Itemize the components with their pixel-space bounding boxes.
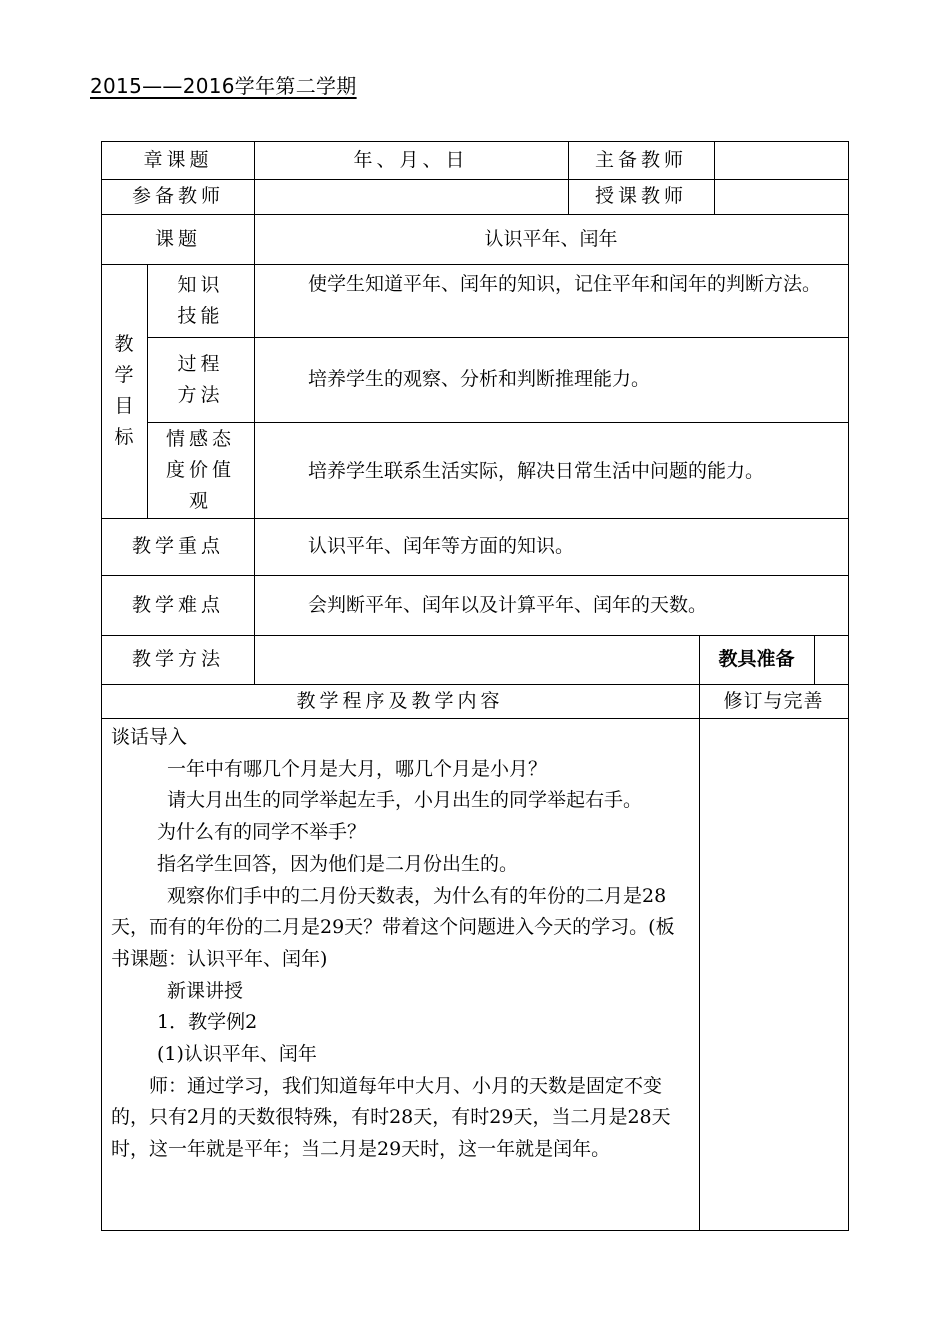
chapter-label: 章课题 xyxy=(143,148,213,171)
goal-knowledge-text: 使学生知道平年、闰年的知识，记住平年和闰年的判断方法。 xyxy=(308,273,822,295)
difficulty-label: 教学难点 xyxy=(131,593,224,616)
co-teacher-value xyxy=(254,179,568,214)
procedure-header: 教学程序及教学内容 xyxy=(296,689,504,712)
difficulty-value: 会判断平年、闰年以及计算平年、闰年的天数。 xyxy=(308,594,708,616)
lesson-paragraph: 指名学生回答，因为他们是二月份出生的。 xyxy=(157,852,519,875)
goal-emotion-text: 培养学生联系生活实际，解决日常生活中问题的能力。 xyxy=(308,460,765,482)
method-value xyxy=(254,635,699,684)
chapter-value: 年、月、日 xyxy=(353,148,469,171)
lesson-paragraph: 谈话导入 xyxy=(111,726,188,748)
goal-process-label: 过程方法 xyxy=(177,352,224,406)
goal-emotion-label: 情感态度价值观 xyxy=(165,427,235,512)
goals-label: 教学目标 xyxy=(114,333,134,448)
lesson-paragraph: 观察你们手中的二月份天数表，为什么有的年份的二月是28天，而有的年份的二月是29天？带着这个问题进入今天的学习。(板书课题：认识平年、闰年) xyxy=(111,884,675,970)
tools-value xyxy=(814,635,848,684)
tools-label: 教具准备 xyxy=(718,648,795,670)
co-teacher-label: 参备教师 xyxy=(131,185,224,207)
revision-content xyxy=(699,720,848,1230)
key-point-label: 教学重点 xyxy=(131,535,224,557)
revision-header: 修订与完善 xyxy=(723,689,824,712)
lesson-paragraph: 新课讲授 xyxy=(167,979,244,1002)
semester-title: 2015——2016学年第二学期 xyxy=(90,74,357,98)
lesson-paragraph: (1)认识平年、闰年 xyxy=(157,1043,317,1066)
topic-value: 认识平年、闰年 xyxy=(484,227,618,250)
lesson-paragraph: 一年中有哪几个月是大月，哪几个月是小月？ xyxy=(167,757,548,780)
lesson-paragraph: 请大月出生的同学举起左手，小月出生的同学举起右手。 xyxy=(167,789,643,812)
key-point-value: 认识平年、闰年等方面的知识。 xyxy=(308,535,575,557)
lecturer-label: 授课教师 xyxy=(594,185,687,207)
topic-label: 课题 xyxy=(154,227,201,250)
goal-process-text: 培养学生的观察、分析和判断推理能力。 xyxy=(308,368,651,390)
lesson-paragraph: 为什么有的同学不举手？ xyxy=(157,821,367,844)
lesson-paragraph: 1．教学例2 xyxy=(157,1011,258,1034)
main-teacher-label: 主备教师 xyxy=(594,148,687,171)
lesson-content xyxy=(101,720,699,1230)
goal-knowledge-label: 知识技能 xyxy=(177,273,224,327)
main-teacher-value xyxy=(714,141,848,179)
lecturer-value xyxy=(714,179,848,214)
method-label: 教学方法 xyxy=(131,648,224,670)
lesson-paragraph: 师：通过学习，我们知道每年中大月、小月的天数是固定不变的，只有2月的天数很特殊，有时28天，有时29天，当二月是28天时，这一年就是平年；当二月是29天时，这一年就是闰年。 xyxy=(111,1074,671,1161)
